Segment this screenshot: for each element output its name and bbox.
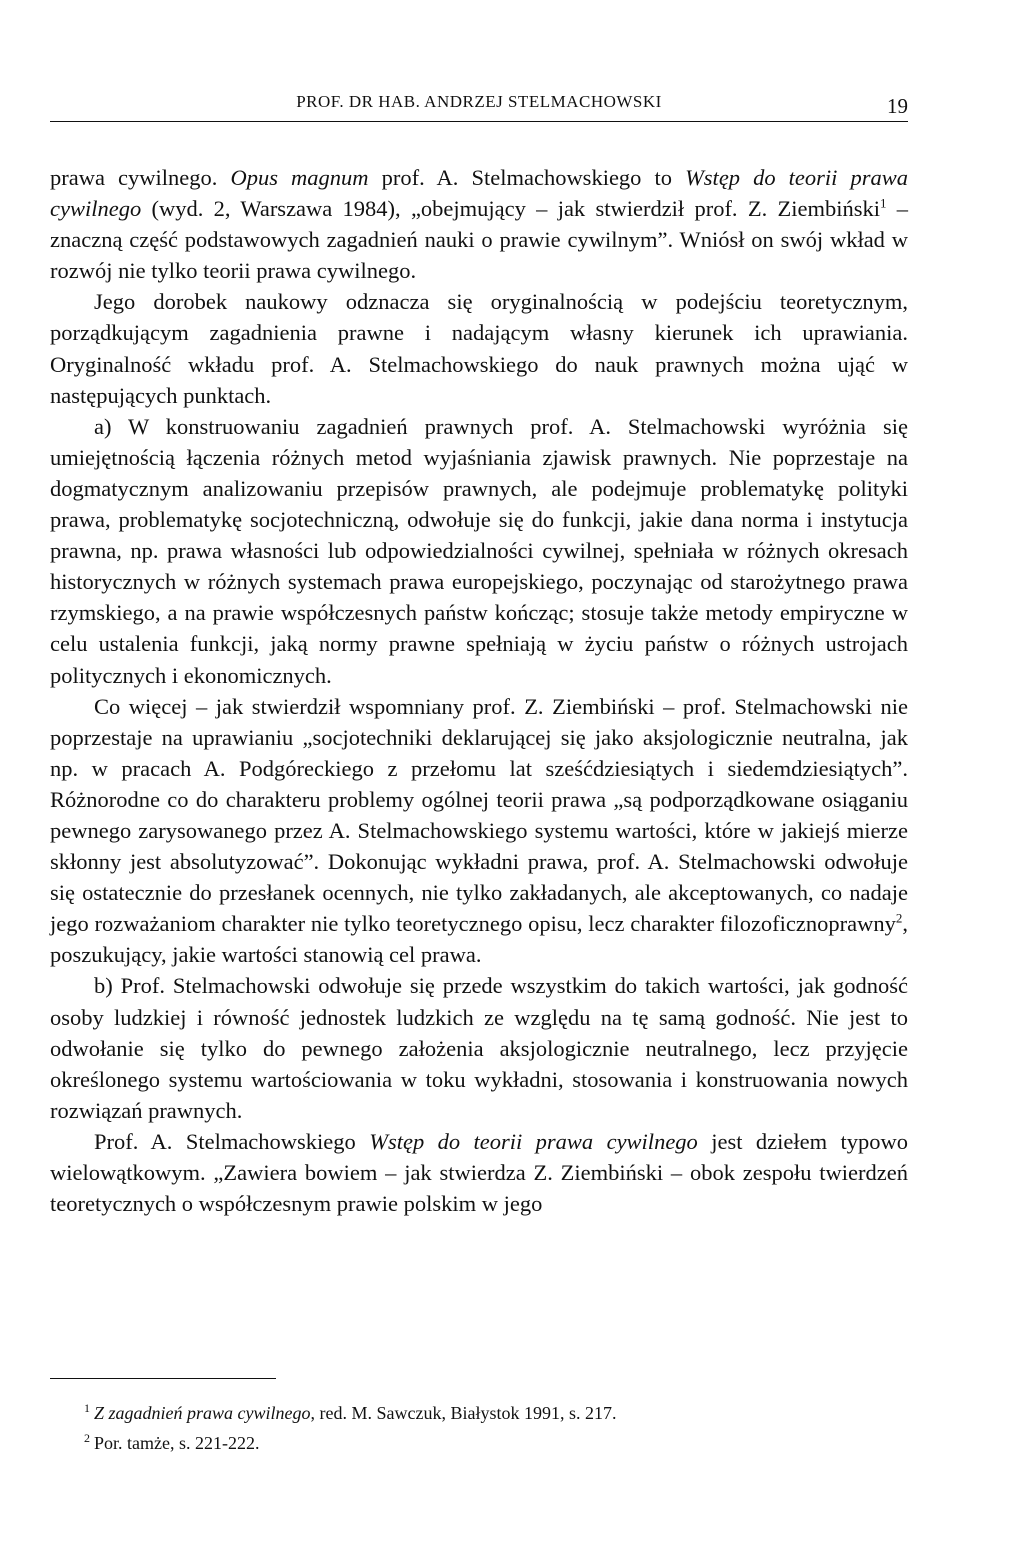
italic-title: Opus magnum <box>230 165 369 190</box>
text-run: prawa cywilnego. <box>50 165 231 190</box>
body-text <box>50 162 908 1219</box>
footnote-divider <box>50 1378 276 1379</box>
footnote-text: Por. tamże, s. 221-222. <box>94 1433 260 1453</box>
text-run: Co więcej – jak stwierdził wspomniany prof. Z. Ziembiński – prof. Stelmachowski nie poprzestaje na uprawianiu „socjotechniki deklarującej się jako aksjologicznie neutralna, jak np. w pracach A. Podgóreckiego z przełomu lat sześćdziesiątych i siedemdziesiątych”. Różnorodne co do charakteru problemy ogólnej teorii prawa „są podporządkowane osiąganiu pewnego zarysowanego przez A. Stelmachowskiego systemu wartości, które w jakiejś mierze skłonny jest absolutyzować”. Dokonując wykładni prawa, prof. A. Stelmachowski odwołuje się ostatecznie do przesłanek ocennych, nie tylko zakładanych, ale akceptowanych, co nadaje jego rozważaniom charakter nie tylko teoretycznego opisu, lecz charakter filozoficznoprawny <box>50 693 908 937</box>
text-run: jest dziełem typowo wielowątkowym. „Zawiera bowiem – jak stwierdza Z. Ziembiński – obok zespołu twierdzeń teoretycznych o współczesnym prawie polskim w jego <box>50 1128 908 1217</box>
italic-title: Wstęp do teorii prawa cywilnego <box>50 165 908 222</box>
paragraph-3: a) W konstruowaniu zagadnień prawnych prof. A. Stelmachowski wyróżnia się umiejętnością łączenia różnych metod wyjaśniania zjawisk prawnych. Nie poprzestaje na dogmatycznym analizowaniu przepisów prawnych, ale podejmuje problematykę polityki prawa, problematykę socjotechniczną, odwołuje się do funkcji, jakie dana norma i instytucja prawna, np. prawa własności lub odpowiedzialności cywilnej, spełniała w różnych okresach historycznych w różnych systemach prawa europejskiego, poczynając od starożytnego prawa rzymskiego, a na prawie współczesnych państw kończąc; stosuje także metody empiryczne w celu ustalenia funkcji, jaką normy prawne spełniają w życiu państw o różnych ustrojach politycznych i ekonomicznych. <box>50 413 908 688</box>
paragraph-4 <box>50 691 908 971</box>
footnote-1 <box>84 1398 904 1428</box>
page-number: 19 <box>887 94 908 118</box>
paragraph-6 <box>50 1126 908 1219</box>
text-run: prof. A. Stelmachowskiego to <box>368 165 686 190</box>
footnote-mark: 1 <box>84 1401 90 1415</box>
paragraph-2: Jego dorobek naukowy odznacza się oryginalnością w podejściu teoretycznym, porządkującym zagadnienia prawne i nadającym własny kierunek ich uprawiania. Oryginalność wkładu prof. A. Stelmachowskiego do nauk prawnych można ująć w następujących punktach. <box>50 289 908 408</box>
running-title: PROF. DR HAB. ANDRZEJ STELMACHOWSKI <box>296 92 662 111</box>
footnote-ref-1: 1 <box>879 195 887 211</box>
text-run: (wyd. 2, Warszawa 1984), „obejmujący – jak stwierdził prof. Z. Ziembiński <box>141 196 880 222</box>
footnote-text: , red. M. Sawczuk, Białystok 1991, s. 217. <box>310 1403 617 1423</box>
paragraph-5: b) Prof. Stelmachowski odwołuje się przede wszystkim do takich wartości, jak godność osoby ludzkiej i równość jednostek ludzkich ze względu na tę samą godność. Nie jest to odwołanie się tylko do pewnego założenia aksjologicznie neutralnego, lecz przyjęcie określonego systemu wartościowania w toku wykładni, stosowania i konstruowania nowych rozwiązań prawnych. <box>50 973 908 1123</box>
running-header <box>50 89 908 122</box>
italic-title: Wstęp do teorii prawa cywilnego <box>369 1128 698 1154</box>
paragraph-1 <box>50 162 908 286</box>
footnotes <box>84 1398 904 1458</box>
footnote-ref-2: 2 <box>895 910 903 926</box>
text-run: Prof. A. Stelmachowskiego <box>94 1128 370 1154</box>
footnote-italic: Z zagadnień prawa cywilnego <box>94 1403 311 1423</box>
footnote-2 <box>84 1428 904 1458</box>
text-run: , poszukujący, jakie wartości stanowią cel prawa. <box>50 911 908 968</box>
footnote-mark: 2 <box>84 1431 90 1445</box>
text-run: – znaczną część podstawowych zagadnień nauki o prawie cywilnym”. Wniósł on swój wkład w rozwój nie tylko teorii prawa cywilnego. <box>50 196 909 284</box>
